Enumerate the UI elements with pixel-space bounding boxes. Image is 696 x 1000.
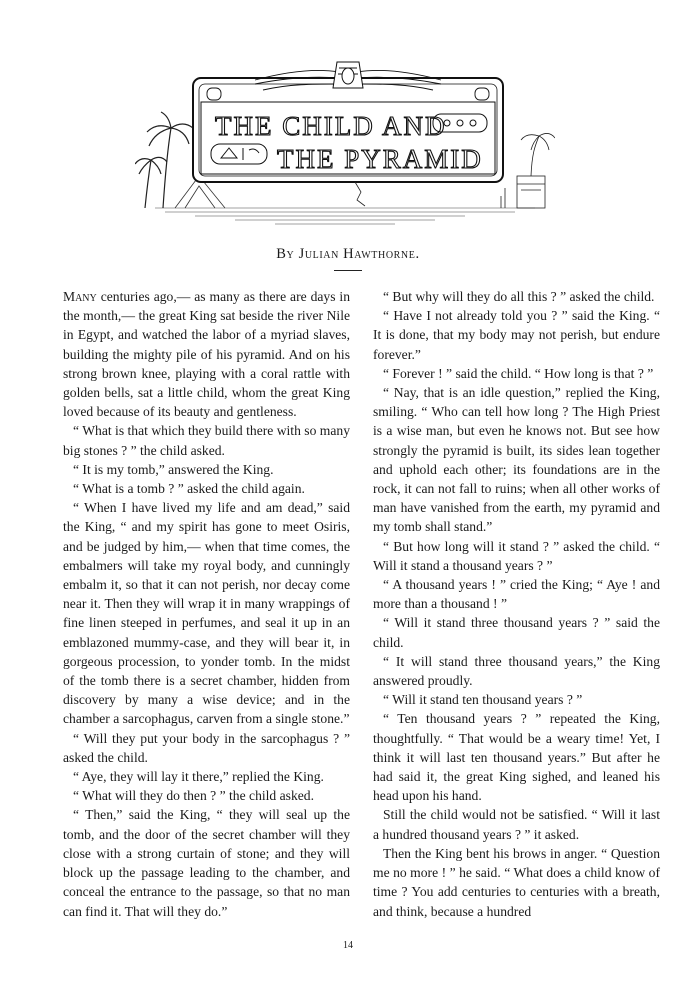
paragraph: “ A thousand years ! ” cried the King; “ Aye ! and more than a thousand ! ”: [373, 577, 660, 612]
paragraph: “ Will they put your body in the sarcophagus ? ” asked the child.: [63, 730, 350, 765]
author-name: Julian Hawthorne.: [298, 246, 420, 262]
paragraph: “ Then,” said the King, “ they will seal up the tomb, and the door of the secret chamber will they close with a strong curtain of stone; and they will block up the passage leading to the chamber, and conceal the entrance to the passage, so that no man can find it. That will they do.”: [63, 807, 350, 919]
paragraph: Then the King bent his brows in anger. “ Question me no more ! ” he said. “ What does a child know of time ? You add centuries to centuries with a breath, and think, because a hundred: [373, 845, 660, 919]
paragraph: “ It will stand three thousand years,” the King answered proudly.: [373, 653, 660, 689]
tablet-crack: [355, 182, 365, 206]
paragraph: “ Forever ! ” said the child. “ How long is that ? ”: [383, 365, 654, 381]
divider-rule: [334, 270, 362, 271]
header-illustration: [135, 58, 555, 228]
drop-word: Many: [63, 289, 97, 304]
byline-prefix: By: [276, 246, 295, 262]
paragraph: “ It is my tomb,” answered the King.: [73, 461, 274, 477]
byline: [0, 246, 696, 263]
right-column: [373, 287, 660, 921]
palm-tree-icon: [135, 112, 193, 208]
paragraph-text: centuries ago,— as many as there are days in the month,— the great King sat beside the river Nile in Egypt, and watched the labor of a myriad slaves, building the mighty pile of his pyramid. And on his strong brown knee, playing with a coral rattle with golden bells, sat a little child, whom the great King loved because of its beauty and gentleness.: [63, 289, 350, 420]
title-line-2: THE PYRAMID: [277, 144, 483, 174]
left-column: [63, 287, 350, 921]
paragraph: “ But how long will it stand ? ” asked the child. “ Will it stand a thousand years ? ”: [373, 538, 660, 573]
page-number: 14: [343, 940, 353, 951]
paragraph: “ Aye, they will lay it there,” replied the King.: [73, 769, 324, 785]
paragraph: “ What is a tomb ? ” asked the child again.: [73, 481, 305, 497]
paragraph: “ Nay, that is an idle question,” replied the King, smiling. “ Who can tell how long ? The High Priest is a wise man, but even he knows not. But see how strongly the pyramid is built, its sides lean together and uphold each other; its foundations are in the rock, it can not fall to ruins; when all other works of man have vanished from the earth, my pyramid and my tomb shall stand.”: [373, 385, 660, 535]
paragraph: “ Have I not already told you ? ” said the King. “ It is done, that my body may not perish, but endure forever.”: [373, 308, 660, 362]
paragraph: “ Ten thousand years ? ” repeated the King, thoughtfully. “ That would be a weary time! Yet, I think it will last ten thousand years.” But after he had said it, the great King sighed, and leaned his head upon his hand.: [373, 711, 660, 804]
village-scene-icon: [501, 133, 555, 208]
paragraph: “ Will it stand ten thousand years ? ”: [383, 692, 583, 708]
title-line-1: THE CHILD AND: [215, 111, 447, 141]
pharaoh-head-icon: [333, 62, 363, 88]
paragraph: “ What is that which they build there with so many big stones ? ” the child asked.: [63, 423, 350, 458]
paragraph: “ But why will they do all this ? ” asked the child.: [383, 289, 655, 304]
paragraph: “ Will it stand three thousand years ? ” said the child.: [373, 615, 660, 650]
opening-paragraph: [63, 287, 350, 421]
paragraph: “ What will they do then ? ” the child asked.: [73, 788, 314, 804]
paragraph: “ When I have lived my life and am dead,” said the King, “ and my spirit has gone to meet Osiris, and be judged by him,— when that time comes, the embalmers will take my royal body, and cunningly embalm it, so that it can not perish, nor decay come near it. Then they will wrap it in many wrappings of fine linen steeped in perfumes, and seal it up in an emblazoned mummy-case, and they will bear it, in gorgeous procession, to yonder tomb. In the midst of the tomb there is a secret chamber, hidden from discovery by many a wise device; and in the chamber a sarcophagus, carven from a single stone.”: [63, 500, 350, 727]
landscape-hatching: [155, 208, 535, 224]
paragraph: Still the child would not be satisfied. “ Will it last a hundred thousand years ? ” it asked.: [373, 807, 660, 842]
